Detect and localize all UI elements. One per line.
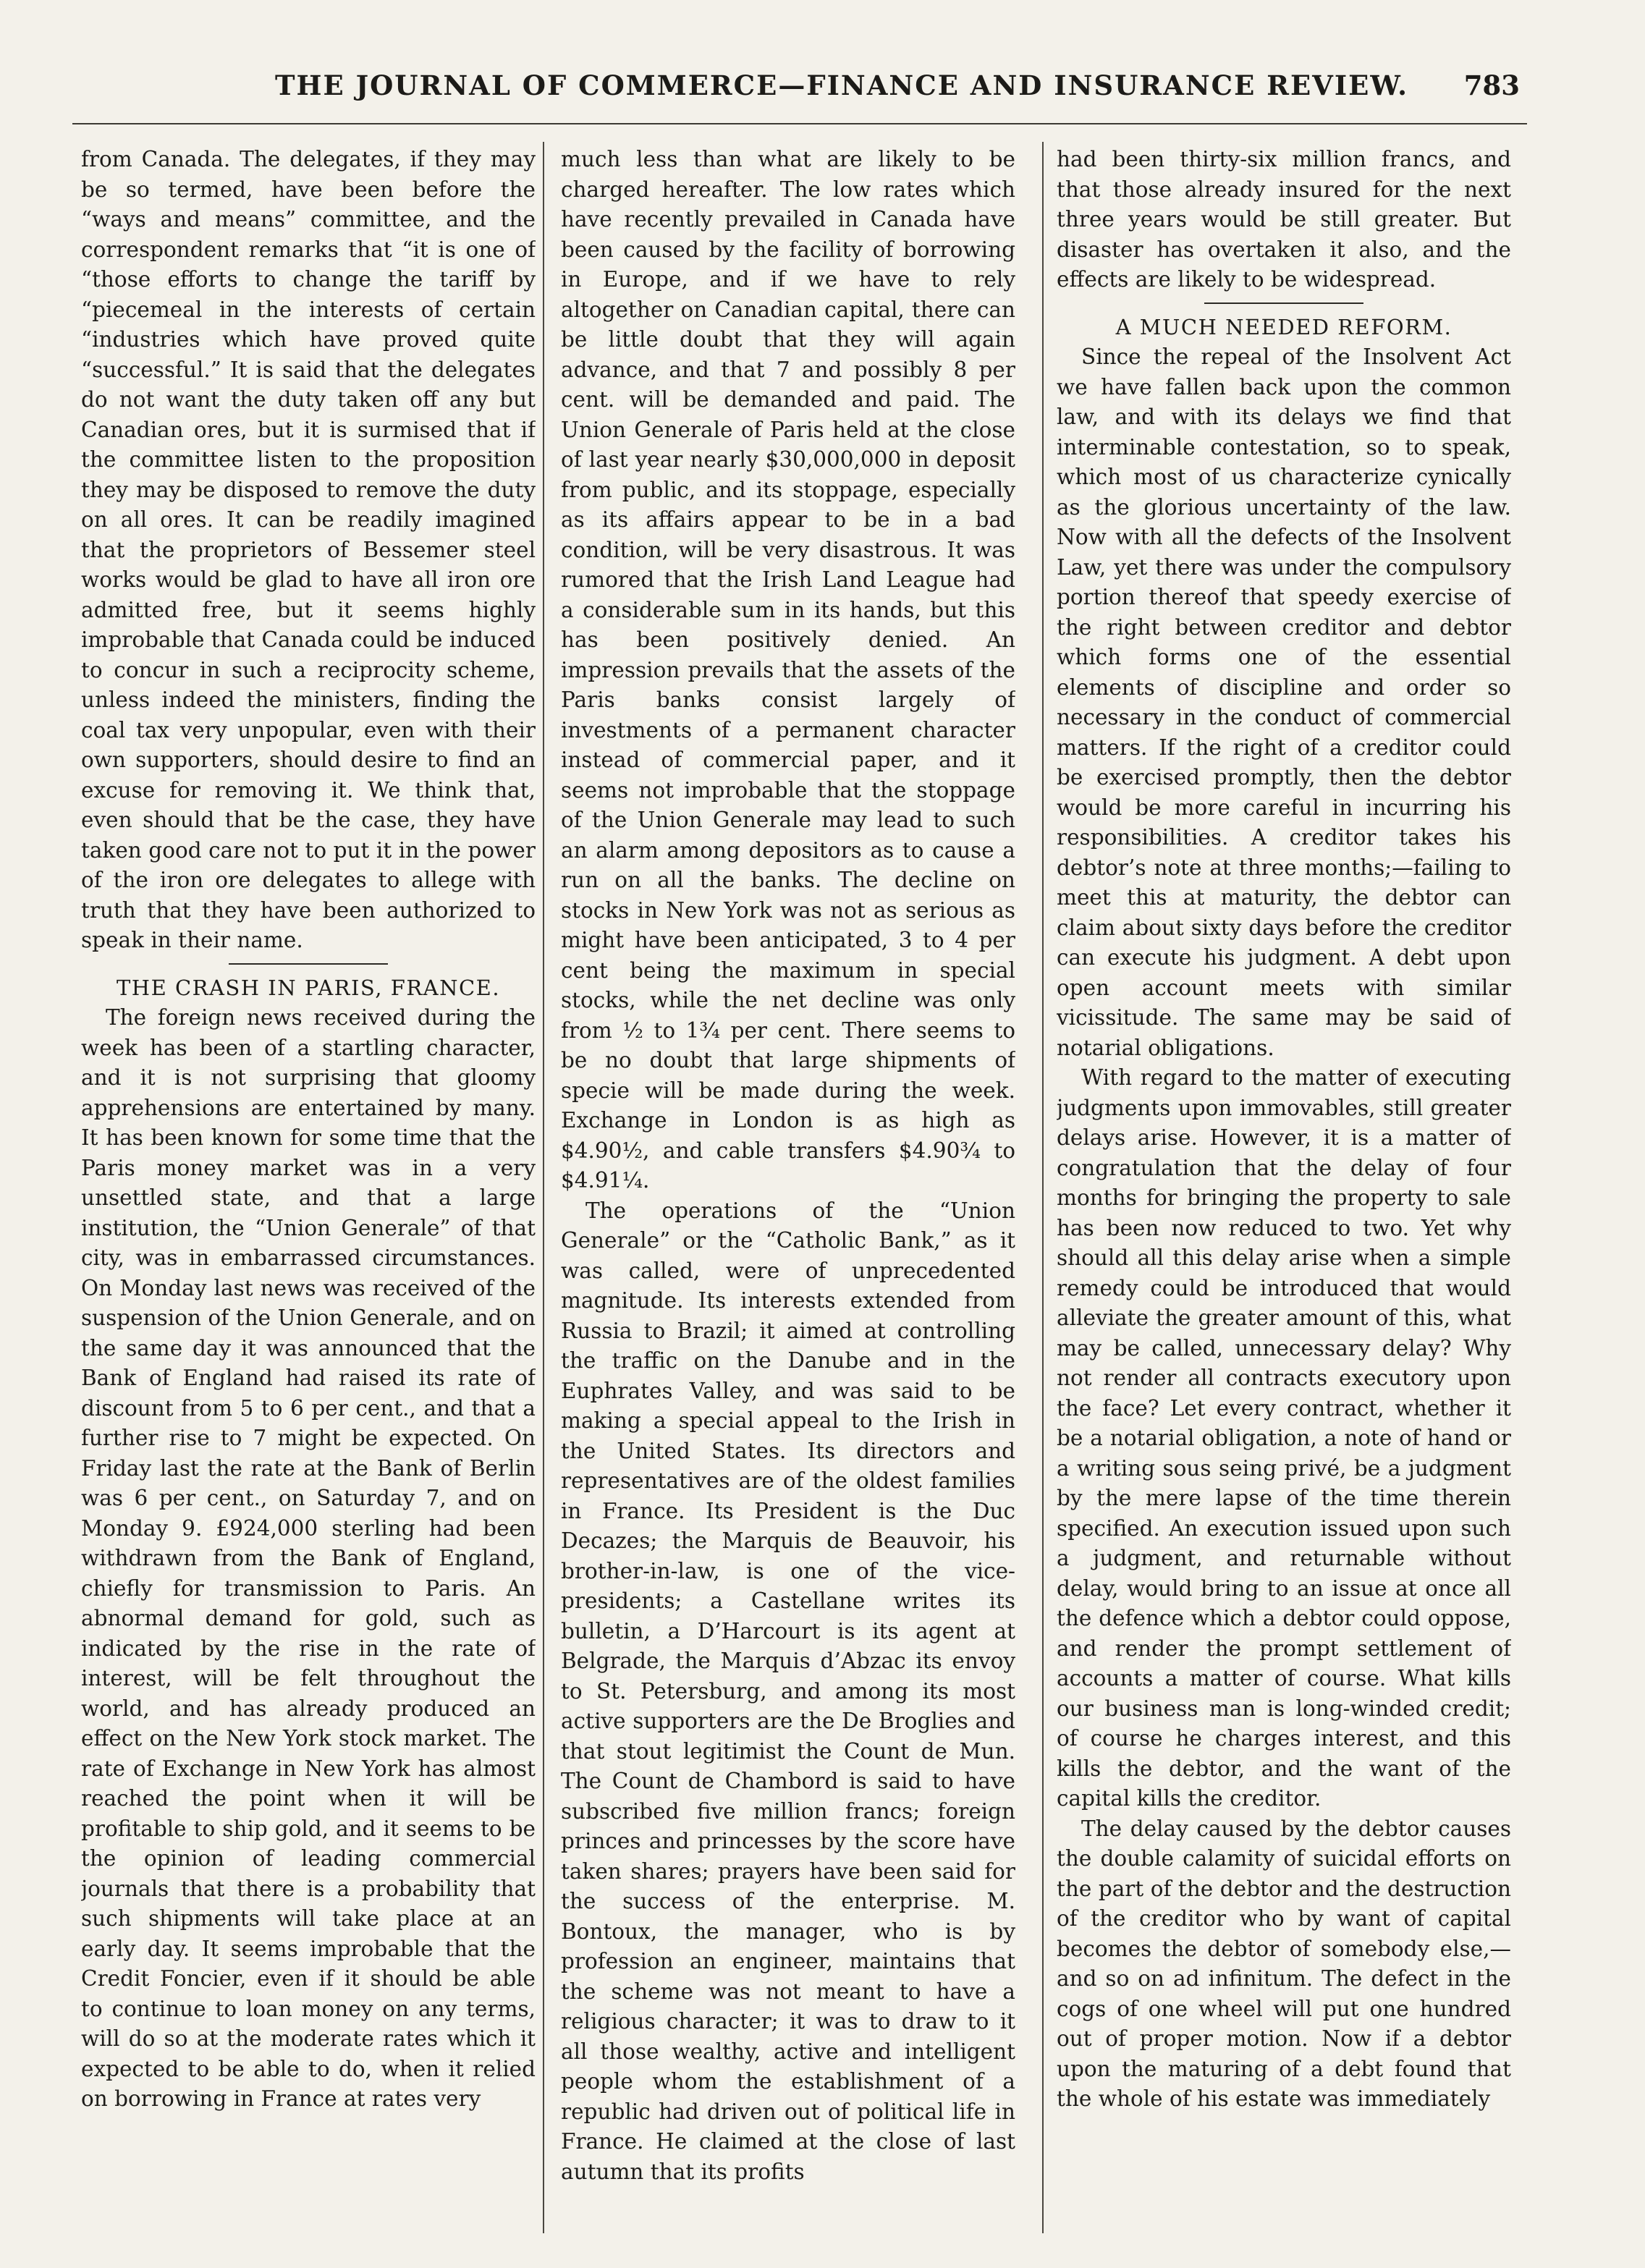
section-divider xyxy=(1204,302,1363,304)
column3-paragraph-4: The delay caused by the debtor causes the double calamity of suicidal efforts on the part of the debtor and the destruction of the creditor who by want of capital becomes the debtor of somebody else,—and so on ad infinitum. The defect in the cogs of one wheel will put one hundred out of proper motion. Now if a debtor upon the maturing of a debt found that the whole of his estate was immediately xyxy=(1057,1816,1511,2111)
column1-paragraph-2: The foreign news received during the week has been of a startling character, and it is not surprising that gloomy apprehensions are entertained by many. It has been known for some time that the Paris money market was in a very unsettled state, and that a large institution, the “Union Generale” of that city, was in embarrassed circumstances. On Monday last news was received of the suspension of the Union Generale, and on the same day it was announced that the Bank of England had raised its rate of discount from 5 to 6 per cent., and that a further rise to 7 might be expected. On Friday last the rate at the Bank of Berlin was 6 per cent., on Saturday 7, and on Monday 9. £924,000 sterling had been withdrawn from the Bank of England, chiefly for transmission to Paris. An abnormal demand for gold, such as indicated by the rise in the rate of interest, will be felt throughout the world, and has already produced an effect on the New York stock market. The rate of Exchange in New York has almost reached the point when it will be profitable to ship gold, and it seems to be the opinion of leading commercial journals that there is a probability that such shipments will take place at an early day. It seems improbable that the Credit Foncier, even if it should be able to continue to loan money on any terms, will do so at the moderate rates which it expected to be able to do, when it relied on borrowing in France at rates very xyxy=(81,1005,536,2111)
column-3 xyxy=(1057,145,1511,2214)
column-divider-left xyxy=(543,142,544,2233)
column-divider-right xyxy=(1042,142,1044,2233)
section-divider xyxy=(229,963,388,965)
section-heading-much-needed-reform: A MUCH NEEDED REFORM. xyxy=(1115,314,1452,339)
column1-paragraph-1: from Canada. The delegates, if they may be so termed, have been before the “ways and means” committee, and the correspondent remarks that “it is one of “those efforts to change the tariff by “piecemeal in the interests of certain “industries which have proved quite “successful.” It is said that the delegates do not want the duty taken off any but Canadian ores, but it is surmised that if the committee listen to the proposition they may be disposed to remove the duty on all ores. It can be readily imagined that the proprietors of Bessemer steel works would be glad to have all iron ore admitted free, but it seems highly improbable that Canada could be induced to concur in such a reciprocity scheme, unless indeed the ministers, finding the coal tax very unpopular, even with their own supporters, should desire to find an excuse for removing it. We think that, even should that be the case, they have taken good care not to put it in the power of the iron ore delegates to allege with truth that they have been authorized to speak in their name. xyxy=(81,147,536,952)
column-1 xyxy=(81,145,536,2214)
page-number: 783 xyxy=(1463,69,1520,101)
journal-title: THE JOURNAL OF COMMERCE—FINANCE AND INSURANCE REVIEW. xyxy=(275,69,1409,101)
column3-paragraph-1: had been thirty-six million francs, and that those already insured for the next three years would be still greater. But disaster has overtaken it also, and the effects are likely to be widespread. xyxy=(1057,147,1511,292)
column2-paragraph-1: much less than what are likely to be charged hereafter. The low rates which have recently prevailed in Canada have been caused by the facility of borrowing in Europe, and if we have to rely altogether on Canadian capital, there can be little doubt that they will again advance, and that 7 and possibly 8 per cent. will be demanded and paid. The Union Generale of Paris held at the close of last year nearly $30,000,000 in deposit from public, and its stoppage, especially as its affairs appear to be in a bad condition, will be very disastrous. It was rumored that the Irish Land League had a considerable sum in its hands, but this has been positively denied. An impression prevails that the assets of the Paris banks consist largely of investments of a permanent character instead of commercial paper, and it seems not improbable that the stoppage of the Union Generale may lead to such an alarm among depositors as to cause a run on all the banks. The decline on stocks in New York was not as serious as might have been anticipated, 3 to 4 per cent being the maximum in special stocks, while the net decline was only from ½ to 1¾ per cent. There seems to be no doubt that large shipments of specie will be made during the week. Exchange in London is as high as $4.90½, and cable transfers $4.90¾ to $4.91¼. xyxy=(561,147,1015,1193)
running-head xyxy=(0,69,1645,113)
section-heading-crash-in-paris: THE CRASH IN PARIS, FRANCE. xyxy=(116,975,501,1000)
column2-paragraph-2: The operations of the “Union Generale” or the “Catholic Bank,” as it was called, were of unprecedented magnitude. Its interests extended from Russia to Brazil; it aimed at controlling the traffic on the Danube and in the Euphrates Valley, and was said to be making a special appeal to the Irish in the United States. Its directors and representatives are of the oldest families in France. Its President is the Duc Decazes; the Marquis de Beauvoir, his brother-in-law, is one of the vice-presidents; a Castellane writes its bulletin, a D’Harcourt is its agent at Belgrade, the Marquis d’Abzac its envoy to St. Petersburg, and among its most active supporters are the De Broglies and that stout legitimist the Count de Mun. The Count de Chambord is said to have subscribed five million francs; foreign princes and princesses by the score have taken shares; prayers have been said for the success of the enterprise. M. Bontoux, the manager, who is by profession an engineer, maintains that the scheme was not meant to have a religious character; it was to draw to it all those wealthy, active and intelligent people whom the establishment of a republic had driven out of political life in France. He claimed at the close of last autumn that its profits xyxy=(561,1198,1015,2184)
column3-paragraph-2: Since the repeal of the Insolvent Act we have fallen back upon the common law, and with its delays we find that interminable contestation, so to speak, which most of us characterize cynically as the glorious uncertainty of the law. Now with all the defects of the Insolvent Law, yet there was under the compulsory portion thereof that speedy exercise of the right between creditor and debtor which forms one of the essential elements of discipline and order so necessary in the conduct of commercial matters. If the right of a creditor could be exercised promptly, then the debtor would be more careful in incurring his responsibilities. A creditor takes his debtor’s note at three months;—failing to meet this at maturity, the debtor can claim about sixty days before the creditor can execute his judgment. A debt upon open account meets with similar vicissitude. The same may be said of notarial obligations. xyxy=(1057,344,1511,1060)
header-rule xyxy=(72,123,1527,124)
column-2 xyxy=(561,145,1015,2214)
column3-paragraph-3: With regard to the matter of executing judgments upon immovables, still greater delays arise. However, it is a matter of congratulation that the delay of four months for bringing the property to sale has been now reduced to two. Yet why should all this delay arise when a simple remedy could be introduced that would alleviate the greater amount of this, what may be called, unnecessary delay? Why not render all contracts executory upon the face? Let every contract, whether it be a notarial obligation, a note of hand or a writing sous seing privé, be a judgment by the mere lapse of the time therein specified. An execution issued upon such a judgment, and returnable without delay, would bring to an issue at once all the defence which a debtor could oppose, and render the prompt settlement of accounts a matter of course. What kills our business man is long-winded credit; of course he charges interest, and this kills the debtor, and the want of the capital kills the creditor. xyxy=(1057,1065,1511,1811)
